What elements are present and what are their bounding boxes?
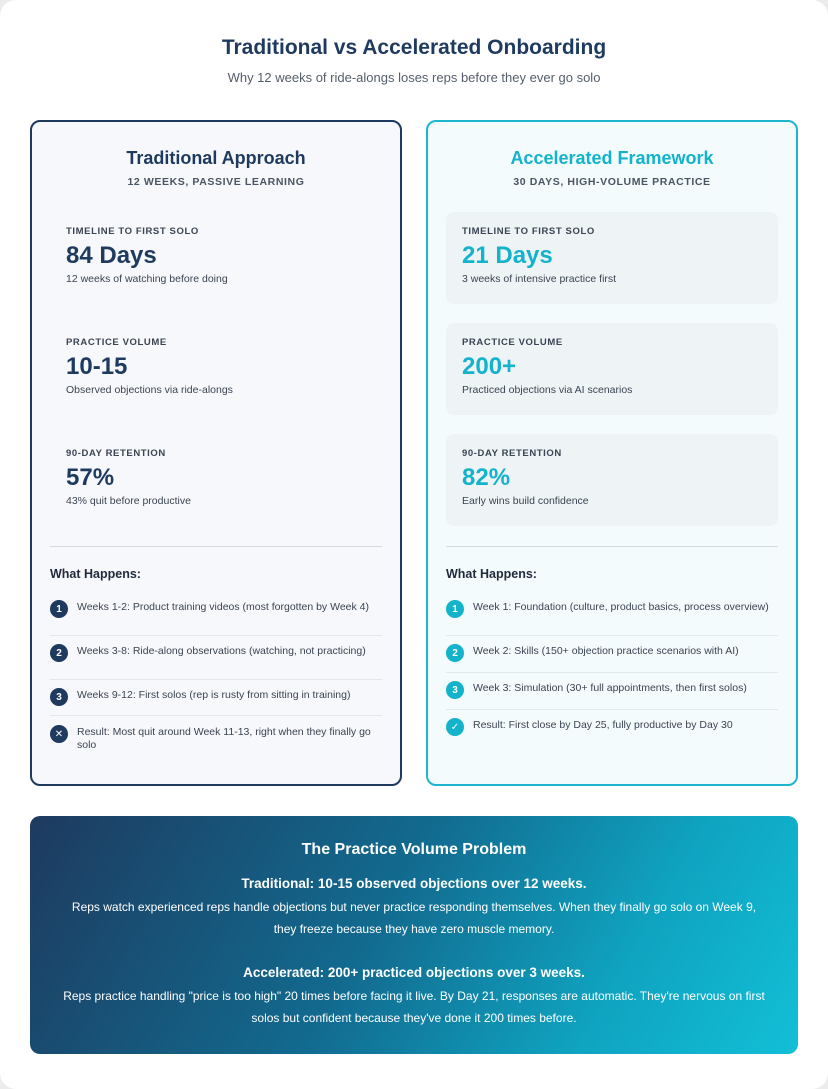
step-number-badge: 3	[50, 688, 68, 706]
step-text: Week 1: Foundation (culture, product basics, process overview)	[473, 601, 769, 613]
metric-value: 200+	[462, 353, 517, 380]
metric-label: TIMELINE TO FIRST SOLO	[462, 226, 595, 237]
banner-traditional-heading: Traditional: 10-15 observed objections over 12 weeks.	[241, 876, 587, 891]
banner-title: The Practice Volume Problem	[301, 841, 527, 858]
metric-desc: Practiced objections via AI scenarios	[462, 384, 633, 396]
step-divider	[446, 672, 778, 673]
step-text: Weeks 1-2: Product training videos (most forgotten by Week 4)	[77, 601, 369, 613]
traditional-card	[30, 120, 402, 786]
page-subtitle: Why 12 weeks of ride-alongs loses reps before they ever go solo	[227, 70, 601, 85]
what-happens-title: What Happens:	[50, 567, 141, 581]
step-divider	[446, 709, 778, 710]
metric-value: 10-15	[66, 353, 128, 380]
metric-desc: 12 weeks of watching before doing	[66, 273, 228, 285]
step-item	[446, 600, 778, 618]
traditional-title: Traditional Approach	[126, 148, 306, 168]
what-happens-title: What Happens:	[446, 567, 537, 581]
banner-accelerated-text: Reps practice handling "price is too high" 20 times before facing it live. By Day 21, responses are automatic. They're nervous on first solos but confident because they've done it 200 times before.	[63, 989, 765, 1025]
traditional-metric-retention	[50, 434, 382, 526]
step-item	[50, 688, 382, 706]
metric-desc: Observed objections via ride-alongs	[66, 384, 233, 396]
step-item-result	[50, 725, 382, 752]
close-icon: ✕	[50, 725, 68, 743]
metric-value: 82%	[462, 464, 511, 491]
page-title: Traditional vs Accelerated Onboarding	[221, 36, 607, 59]
step-item	[446, 644, 778, 662]
traditional-metric-timeline	[50, 212, 382, 304]
metric-label: PRACTICE VOLUME	[66, 337, 167, 348]
check-icon: ✓	[446, 718, 464, 736]
step-number-badge: 2	[446, 644, 464, 662]
accelerated-metric-retention	[446, 434, 778, 526]
metric-label: 90-DAY RETENTION	[66, 448, 166, 459]
step-text: Result: Most quit around Week 11-13, right when they finally go solo	[77, 726, 371, 751]
traditional-subtitle: 12 WEEKS, PASSIVE LEARNING	[127, 176, 305, 188]
metric-label: PRACTICE VOLUME	[462, 337, 563, 348]
step-text: Week 2: Skills (150+ objection practice scenarios with AI)	[473, 645, 739, 657]
metric-desc: Early wins build confidence	[462, 495, 589, 507]
accelerated-title: Accelerated Framework	[510, 148, 714, 168]
step-text: Result: First close by Day 25, fully productive by Day 30	[473, 719, 733, 731]
step-divider	[50, 635, 382, 636]
divider	[50, 546, 382, 547]
step-number-badge: 2	[50, 644, 68, 662]
metric-desc: 3 weeks of intensive practice first	[462, 273, 617, 285]
accelerated-subtitle: 30 DAYS, HIGH-VOLUME PRACTICE	[513, 176, 711, 188]
banner-traditional-text: Reps watch experienced reps handle objections but never practice responding themselves. When they finally go solo on Week 9, they freeze because they have zero muscle memory.	[71, 900, 757, 936]
step-item	[50, 644, 382, 662]
step-item	[446, 681, 778, 699]
metric-desc: 43% quit before productive	[66, 495, 191, 507]
metric-label: TIMELINE TO FIRST SOLO	[66, 226, 199, 237]
step-divider	[50, 679, 382, 680]
metric-value: 84 Days	[66, 242, 157, 269]
step-text: Weeks 3-8: Ride-along observations (watching, not practicing)	[77, 645, 366, 657]
step-number-badge: 1	[50, 600, 68, 618]
step-item	[50, 600, 382, 618]
step-divider	[50, 715, 382, 716]
divider	[446, 546, 778, 547]
step-divider	[446, 635, 778, 636]
step-item-result	[446, 718, 778, 736]
step-number-badge: 1	[446, 600, 464, 618]
practice-volume-banner	[30, 816, 798, 1054]
metric-value: 21 Days	[462, 242, 553, 269]
metric-label: 90-DAY RETENTION	[462, 448, 562, 459]
banner-accelerated-heading: Accelerated: 200+ practiced objections over 3 weeks.	[243, 965, 585, 980]
step-number-badge: 3	[446, 681, 464, 699]
traditional-metric-volume	[50, 323, 382, 415]
step-text: Weeks 9-12: First solos (rep is rusty from sitting in training)	[77, 689, 351, 701]
accelerated-metric-timeline	[446, 212, 778, 304]
metric-value: 57%	[66, 464, 115, 491]
accelerated-metric-volume	[446, 323, 778, 415]
accelerated-card	[426, 120, 798, 786]
step-text: Week 3: Simulation (30+ full appointments, then first solos)	[473, 682, 747, 694]
